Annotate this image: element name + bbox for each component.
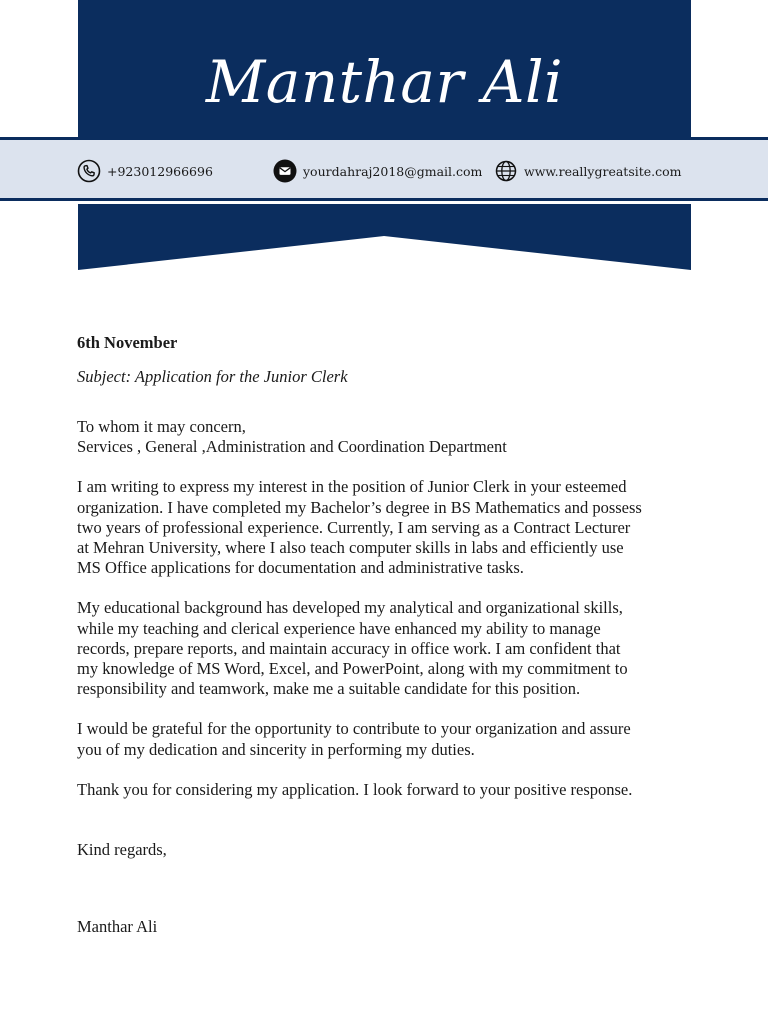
letter-department: Services , General ,Administration and Coordination Department bbox=[77, 437, 507, 457]
letter-paragraph-3 bbox=[77, 719, 697, 759]
letter-addressee bbox=[77, 417, 697, 457]
letter-salutation: To whom it may concern, bbox=[77, 417, 246, 436]
contact-bar bbox=[0, 137, 768, 201]
paragraph-line: two years of professional experience. Currently, I am serving as a Contract Lecturer bbox=[77, 517, 631, 537]
letter-paragraph-4 bbox=[77, 780, 697, 800]
paragraph-line: at Mehran University, where I also teach computer skills in labs and efficiently use bbox=[77, 538, 624, 558]
letter-date: 6th November bbox=[77, 333, 178, 352]
paragraph-line: Thank you for considering my application. I look forward to your positive response. bbox=[77, 779, 633, 799]
paragraph-line: I am writing to express my interest in the position of Junior Clerk in your esteemed bbox=[77, 477, 627, 497]
contact-website[interactable] bbox=[494, 158, 682, 184]
paragraph-line: My educational background has developed my analytical and organizational skills, bbox=[77, 598, 623, 618]
paragraph-line: organization. I have completed my Bachelor’s degree in BS Mathematics and possess bbox=[77, 497, 642, 517]
paragraph-line: my knowledge of MS Word, Excel, and PowerPoint, along with my commitment to bbox=[77, 659, 628, 679]
globe-icon bbox=[494, 159, 518, 183]
letter-paragraph-2 bbox=[77, 598, 697, 699]
letter-closing: Kind regards, bbox=[77, 840, 167, 860]
paragraph-line: I would be grateful for the opportunity to contribute to your organization and assure bbox=[77, 719, 631, 739]
paragraph-line: responsibility and teamwork, make me a suitable candidate for this position. bbox=[77, 679, 581, 699]
contact-email[interactable] bbox=[273, 158, 482, 184]
paragraph-line: MS Office applications for documentation and administrative tasks. bbox=[77, 558, 524, 578]
contact-website-text[interactable]: www.reallygreatsite.com bbox=[524, 163, 682, 179]
header-ribbon-tail bbox=[78, 204, 691, 270]
mail-icon bbox=[273, 159, 297, 183]
contact-phone-text: +923012966696 bbox=[107, 163, 213, 179]
contact-phone bbox=[77, 158, 213, 184]
paragraph-line: while my teaching and clerical experience have enhanced my ability to manage bbox=[77, 618, 601, 638]
phone-icon bbox=[77, 159, 101, 183]
paragraph-line: you of my dedication and sincerity in performing my duties. bbox=[77, 739, 475, 759]
letter-subject: Subject: Application for the Junior Clerk bbox=[77, 367, 348, 386]
applicant-name: Manthar Ali bbox=[205, 48, 564, 116]
paragraph-line: records, prepare reports, and maintain accuracy in office work. I am confident that bbox=[77, 638, 621, 658]
letter-paragraph-1 bbox=[77, 477, 697, 578]
letter-body bbox=[77, 330, 697, 937]
letter-signature: Manthar Ali bbox=[77, 917, 158, 937]
contact-email-text[interactable]: yourdahraj2018@gmail.com bbox=[303, 163, 483, 179]
